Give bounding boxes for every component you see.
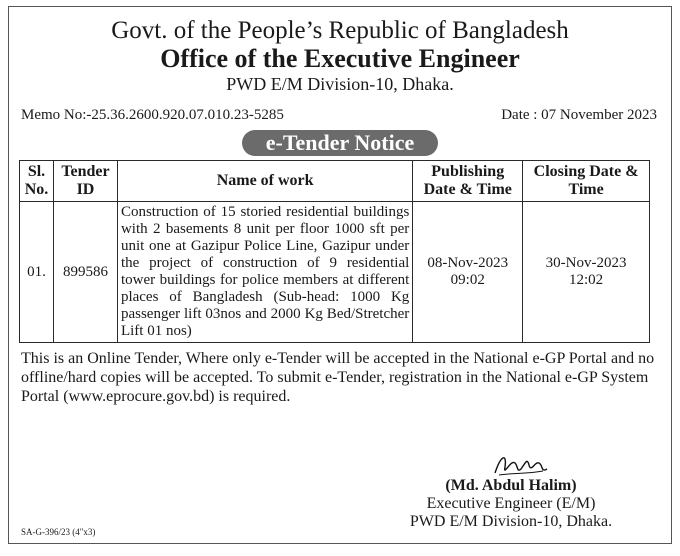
notice-banner-wrap [9,130,671,156]
cell-work: Construction of 15 storied residential buildings with 2 basements 8 unit per floor 1000 sft per unit one at Gazipur Police Line, Gazipur under the project of construction of 9 residential tower buildings for police members at different places of Bangladesh (Sub-head: 1000 Kg passenger lift 03nos and 2000 Kg Bed/Stretcher Lift 01 nos) [117,202,412,343]
govt-title: Govt. of the People’s Republic of Bangladesh [111,17,569,44]
tender-notice-page [8,6,672,544]
closing-date: 30-Nov-2023 [545,255,627,271]
signatory-designation: Executive Engineer (E/M) [426,495,596,512]
signatory-office: PWD E/M Division-10, Dhaka. [409,513,613,530]
signature-block [391,447,631,531]
tender-table [19,160,650,343]
division-title: PWD E/M Division-10, Dhaka. [226,74,454,94]
col-header-sl: Sl. No. [20,161,54,202]
notice-banner: e-Tender Notice [242,130,438,156]
memo-number: Memo No:-25.36.2600.920.07.010.23-5285 [21,107,284,123]
signatory-name: (Md. Abdul Halim) [445,477,577,494]
cell-publishing [413,202,523,343]
memo-row [21,107,657,124]
col-header-tender-id: Tender ID [53,161,117,202]
cell-sl: 01. [20,202,54,343]
closing-time: 12:02 [569,272,604,288]
col-header-closing: Closing Date & Time [523,161,650,202]
notice-date: Date : 07 November 2023 [501,107,657,123]
cell-tender-id: 899586 [53,202,117,343]
office-title: Office of the Executive Engineer [160,44,520,73]
col-header-work: Name of work [117,161,412,202]
header [9,17,671,95]
publish-time: 09:02 [450,272,485,288]
col-header-publishing: Publishing Date & Time [413,161,523,202]
footer-text: This is an Online Tender, Where only e-Tender will be accepted in the National e-GP Portal and no offline/hard copies will be accepted. To submit e-Tender, registration in the National e-GP System Portal (www.eprocure.gov.bd) is required. [21,350,655,405]
ref-code: SA-G-396/23 (4"x3) [21,527,96,537]
table-header-row [20,161,650,202]
cell-closing [523,202,650,343]
publish-date: 08-Nov-2023 [427,255,509,271]
table-row [20,202,650,343]
